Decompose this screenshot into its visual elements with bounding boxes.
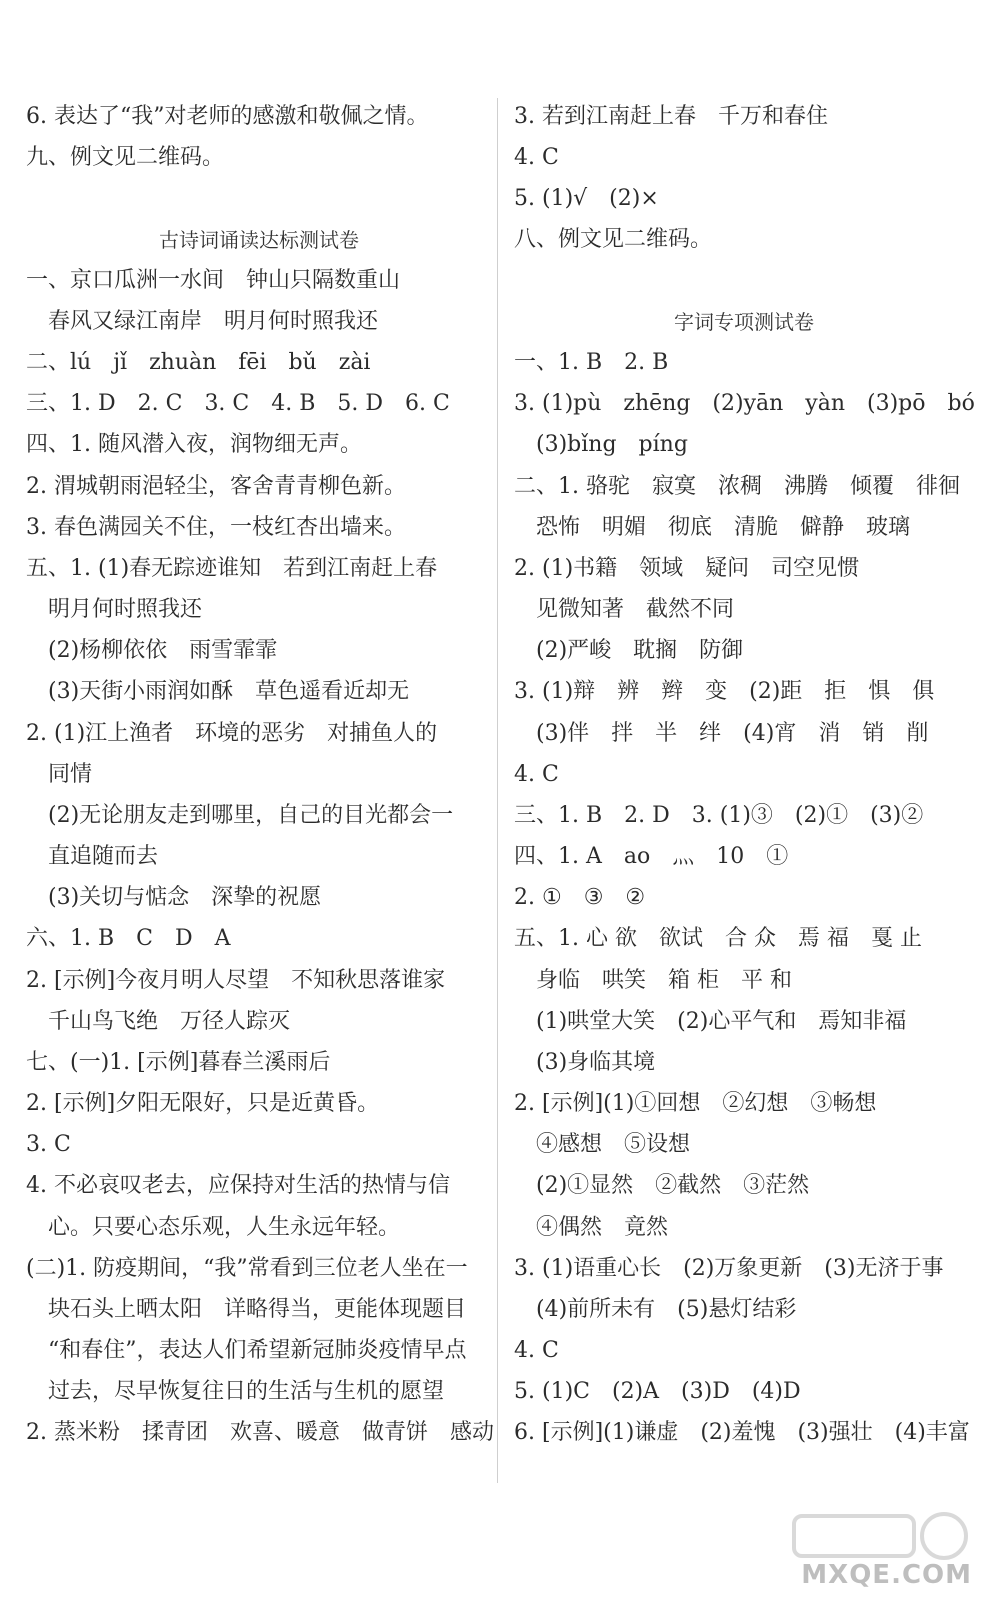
answer-line: 4. 不必哀叹老去，应保持对生活的热情与信	[26, 1173, 450, 1198]
answer-line: (2)严峻 耽搁 防御	[514, 638, 744, 663]
answer-line: 三、1. B 2. D 3. (1)③ (2)① (3)②	[514, 803, 924, 828]
answer-line: 直追随而去	[26, 844, 159, 869]
section-heading: 古诗词诵读达标测试卷	[159, 228, 359, 252]
answer-line: 3. C	[26, 1132, 71, 1157]
answer-line: 2. 渭城朝雨浥轻尘，客舍青青柳色新。	[26, 474, 406, 499]
answer-line: 3. (1)辩 辨 辫 变 (2)距 拒 惧 俱	[514, 679, 935, 704]
answer-line: (二)1. 防疫期间，“我”常看到三位老人坐在一	[26, 1256, 468, 1281]
answer-line: 2. (1)江上渔者 环境的恶劣 对捕鱼人的	[26, 721, 438, 746]
answer-line: 见微知著 截然不同	[514, 597, 735, 622]
answer-line: 四、1. 随风潜入夜，润物细无声。	[26, 432, 362, 457]
answer-line: 八、例文见二维码。	[514, 227, 713, 252]
answer-line: 七、(一)1. [示例]暮春兰溪雨后	[26, 1050, 331, 1075]
answer-line: (1)哄堂大笑 (2)心平气和 焉知非福	[514, 1009, 907, 1034]
answer-line: (3)关切与惦念 深挚的祝愿	[26, 885, 322, 910]
watermark-text: MXQE.COM	[801, 1560, 972, 1590]
answer-line: 四、1. A ao 灬 10 ①	[514, 844, 789, 869]
answer-line: ④感想 ⑤设想	[514, 1132, 691, 1157]
answer-line: (4)前所未有 (5)悬灯结彩	[514, 1297, 797, 1322]
answer-line: 六、1. B C D A	[26, 926, 231, 951]
answer-line: ④偶然 竟然	[514, 1215, 669, 1240]
answer-line: (3)身临其境	[514, 1050, 656, 1075]
section-heading: 字词专项测试卷	[674, 310, 814, 334]
answer-line: 身临 哄笑 箱 柜 平 和	[514, 968, 792, 993]
answer-line: 4. C	[514, 1338, 559, 1363]
answer-line: 五、1. 心 欲 欲试 合 众 焉 福 戛 止	[514, 926, 922, 951]
answer-line: 恐怖 明媚 彻底 清脆 僻静 玻璃	[514, 515, 911, 540]
answer-line: 过去，尽早恢复往日的生活与生机的愿望	[26, 1379, 445, 1404]
answer-line: “和春住”，表达人们希望新冠肺炎疫情早点	[26, 1338, 467, 1363]
answer-line: 二、1. 骆驼 寂寞 浓稠 沸腾 倾覆 徘徊	[514, 474, 960, 499]
answer-line: 2. [示例]夕阳无限好，只是近黄昏。	[26, 1091, 380, 1116]
answer-line: 2. [示例]今夜月明人尽望 不知秋思落谁家	[26, 968, 446, 993]
answer-line: 3. (1)语重心长 (2)万象更新 (3)无济于事	[514, 1256, 944, 1281]
answer-line: 一、1. B 2. B	[514, 350, 669, 375]
answer-line: 块石头上晒太阳 详略得当，更能体现题目	[26, 1297, 467, 1322]
answer-line: 心。只要心态乐观，人生永远年轻。	[26, 1215, 401, 1240]
answer-line: 同情	[26, 762, 93, 787]
answer-line: (2)杨柳依依 雨雪霏霏	[26, 638, 278, 663]
column-divider	[497, 98, 498, 1483]
answer-line: 2. (1)书籍 领域 疑问 司空见惯	[514, 556, 860, 581]
answer-line: (3)伴 拌 半 绊 (4)宵 消 销 削	[514, 721, 929, 746]
answer-line: 5. (1)√ (2)×	[514, 186, 659, 211]
answer-line: 二、lú jǐ zhuàn fēi bǔ zài	[26, 350, 371, 375]
answer-line: 3. 春色满园关不住，一枝红杏出墙来。	[26, 515, 406, 540]
answer-line: 2. 蒸米粉 揉青团 欢喜、暖意 做青饼 感动	[26, 1420, 494, 1445]
answer-line: 5. (1)C (2)A (3)D (4)D	[514, 1379, 801, 1404]
answer-line: 4. C	[514, 762, 559, 787]
answer-line: 2. [示例](1)①回想 ②幻想 ③畅想	[514, 1091, 877, 1116]
answer-line: (2)①显然 ②截然 ③茫然	[514, 1173, 810, 1198]
answer-line: 五、1. (1)春无踪迹谁知 若到江南赶上春	[26, 556, 438, 581]
answer-line: 2. ① ③ ②	[514, 885, 646, 910]
answer-line: 4. C	[514, 145, 559, 170]
answer-line: 3. (1)pù zhēng (2)yān yàn (3)pō bó	[514, 391, 975, 416]
answer-line: 春风又绿江南岸 明月何时照我还	[26, 309, 379, 334]
answer-line: 明月何时照我还	[26, 597, 203, 622]
answer-line: (2)无论朋友走到哪里，自己的目光都会一	[26, 803, 454, 828]
answer-line: 一、京口瓜洲一水间 钟山只隔数重山	[26, 268, 401, 293]
answer-line: (3)天街小雨润如酥 草色遥看近却无	[26, 679, 410, 704]
answer-line: 3. 若到江南赶上春 千万和春住	[514, 104, 828, 129]
answer-line: 6. 表达了“我”对老师的感激和敬佩之情。	[26, 104, 429, 129]
answer-line: 6. [示例](1)谦虚 (2)羞愧 (3)强壮 (4)丰富	[514, 1420, 970, 1445]
answer-line: 千山鸟飞绝 万径人踪灭	[26, 1009, 291, 1034]
answer-line: (3)bǐng píng	[514, 432, 688, 457]
answer-line: 三、1. D 2. C 3. C 4. B 5. D 6. C	[26, 391, 450, 416]
answer-line: 九、例文见二维码。	[26, 145, 225, 170]
